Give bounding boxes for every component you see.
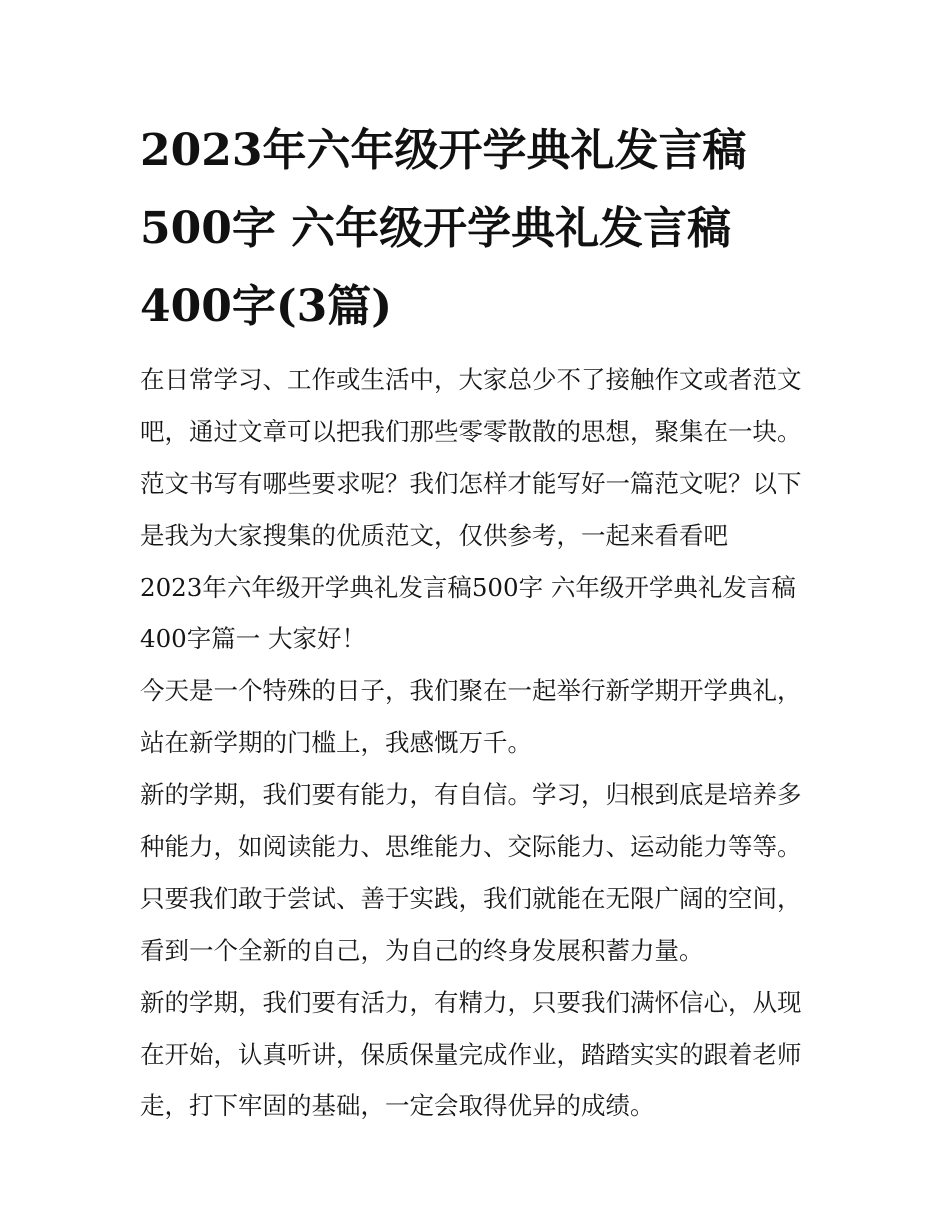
body-line: 400字篇一 大家好！ (140, 624, 367, 654)
title-line-3: 400字(3篇) (140, 281, 393, 332)
body-line: 今天是一个特殊的日子，我们聚在一起举行新学期开学典礼， (140, 676, 802, 706)
body-line: 吧，通过文章可以把我们那些零零散散的思想，聚集在一块。 (140, 416, 802, 446)
title-line-2: 500字 六年级开学典礼发言稿 (140, 203, 732, 254)
body-line: 看到一个全新的自己，为自己的终身发展积蓄力量。 (140, 935, 704, 965)
body-line: 在开始，认真听讲，保质保量完成作业，踏踏实实的跟着老师 (140, 1039, 802, 1069)
body-line: 只要我们敢于尝试、善于实践，我们就能在无限广阔的空间， (140, 883, 802, 913)
body-line: 范文书写有哪些要求呢？我们怎样才能写好一篇范文呢？以下 (140, 468, 802, 498)
body-line: 2023年六年级开学典礼发言稿500字 六年级开学典礼发言稿 (140, 572, 796, 602)
body-line: 新的学期，我们要有活力，有精力，只要我们满怀信心，从现 (140, 987, 802, 1017)
body-line: 走，打下牢固的基础，一定会取得优异的成绩。 (140, 1091, 655, 1121)
body-line: 在日常学习、工作或生活中，大家总少不了接触作文或者范文 (140, 365, 802, 394)
document-body (140, 354, 820, 1132)
document-title (140, 112, 820, 346)
body-line: 站在新学期的门槛上，我感慨万千。 (140, 728, 532, 758)
body-line: 新的学期，我们要有能力，有自信。学习，归根到底是培养多 (140, 780, 802, 810)
title-line-1: 2023年六年级开学典礼发言稿 (140, 125, 747, 176)
body-line: 种能力，如阅读能力、思维能力、交际能力、运动能力等等。 (140, 832, 802, 862)
body-line: 是我为大家搜集的优质范文，仅供参考，一起来看看吧 (140, 520, 728, 550)
